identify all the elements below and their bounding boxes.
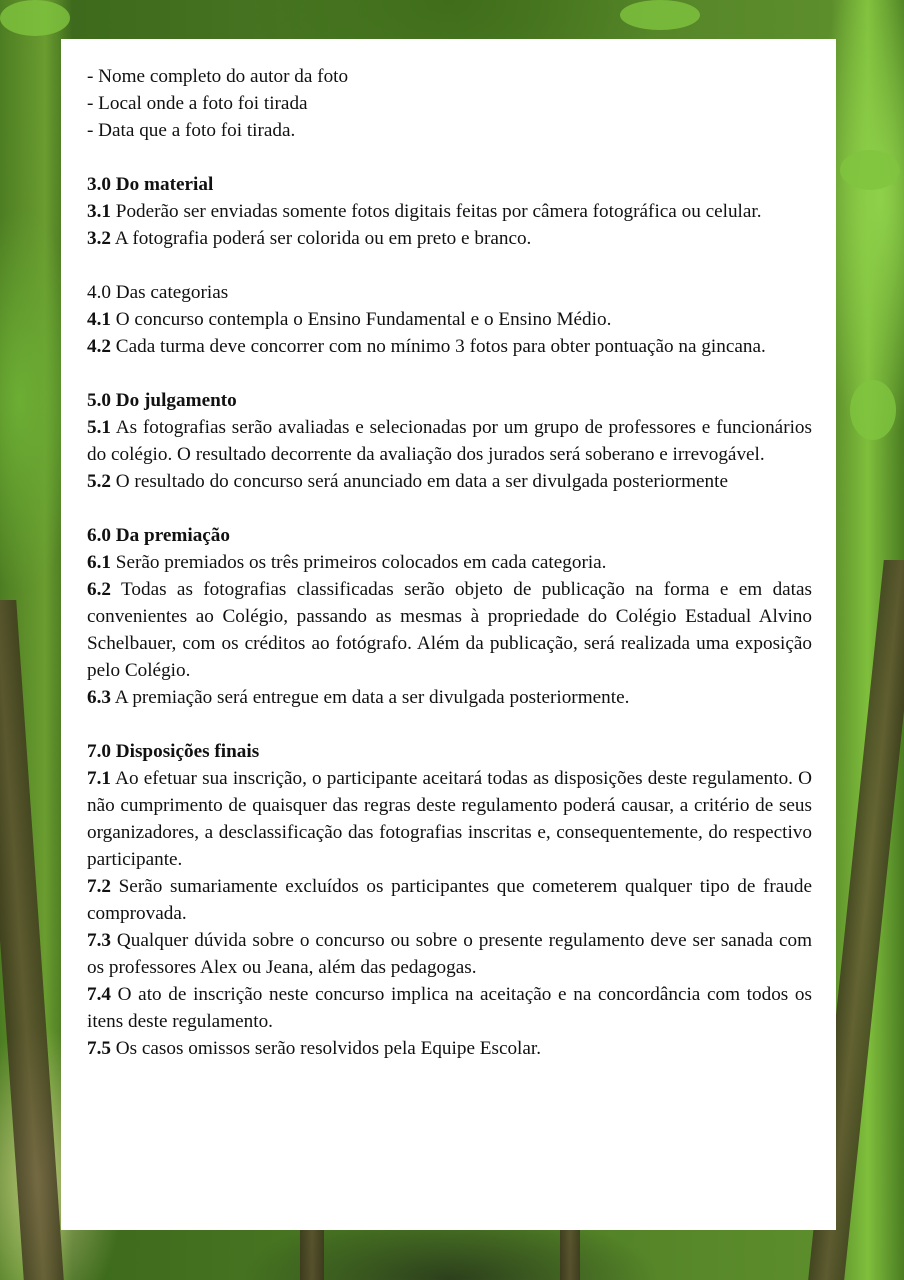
rule-item: [87, 333, 812, 360]
rules-section: [87, 522, 812, 711]
tree-trunk-bottom: [560, 1230, 580, 1280]
rule-item: [87, 468, 812, 495]
leaf-cluster: [620, 0, 700, 30]
rule-item: [87, 981, 812, 1035]
rule-number: 3.2: [87, 228, 111, 249]
section-spacer: [87, 711, 812, 738]
rule-number: 7.2: [87, 876, 111, 897]
rules-sections: [87, 144, 812, 1062]
rule-number: 7.3: [87, 930, 111, 951]
rule-text: Cada turma deve concorrer com no mínimo 3 fotos para obter pontuação na gincana.: [115, 336, 766, 357]
rule-number: 7.5: [87, 1038, 111, 1059]
rule-text: O concurso contempla o Ensino Fundamental e o Ensino Médio.: [115, 309, 612, 330]
rule-text: Ao efetuar sua inscrição, o participante aceitará todas as disposições deste regulamento. O não cumprimento de quaisquer das regras deste regulamento poderá causar, a critério de seus organizadores, a desclassificação das fotografias inscritas e, consequentemente, do respectivo participante.: [87, 768, 812, 870]
rule-number: 6.1: [87, 552, 111, 573]
rule-text: Serão premiados os três primeiros colocados em cada categoria.: [115, 552, 607, 573]
leaf-cluster: [840, 150, 900, 190]
author-info-list: [87, 63, 812, 144]
section-spacer: [87, 144, 812, 171]
rules-section: [87, 171, 812, 252]
rule-number: 6.2: [87, 579, 111, 600]
rules-document-page: [61, 39, 836, 1230]
section-title: 7.0 Disposições finais: [87, 741, 260, 762]
rule-text: Os casos omissos serão resolvidos pela Equipe Escolar.: [115, 1038, 542, 1059]
rules-section: [87, 387, 812, 495]
rule-item: [87, 414, 812, 468]
tree-trunk-left: [0, 600, 64, 1280]
rule-text: As fotografias serão avaliadas e selecionadas por um grupo de professores e funcionários do colégio. O resultado decorrente da avaliação dos jurados será soberano e irrevogável.: [87, 417, 812, 465]
rule-item: [87, 765, 812, 873]
rule-item: [87, 549, 812, 576]
section-spacer: [87, 495, 812, 522]
rule-text: Serão sumariamente excluídos os participantes que cometerem qualquer tipo de fraude comprovada.: [87, 876, 813, 924]
leaf-cluster: [0, 0, 70, 36]
list-item: - Data que a foto foi tirada.: [87, 120, 296, 141]
rule-number: 3.1: [87, 201, 111, 222]
rule-number: 5.1: [87, 417, 111, 438]
rule-item: [87, 225, 812, 252]
rule-text: Poderão ser enviadas somente fotos digitais feitas por câmera fotográfica ou celular.: [115, 201, 762, 222]
rule-item: [87, 684, 812, 711]
leaf-cluster: [850, 380, 896, 440]
rule-text: Todas as fotografias classificadas serão objeto de publicação na forma e em datas convenientes ao Colégio, passando as mesmas à propriedade do Colégio Estadual Alvino Schelbauer, com os créditos ao fotógrafo. Além da publicação, será realizada uma exposição pelo Colégio.: [87, 579, 812, 681]
rule-number: 4.1: [87, 309, 111, 330]
rule-text: A fotografia poderá ser colorida ou em preto e branco.: [114, 228, 532, 249]
rule-text: A premiação será entregue em data a ser divulgada posteriormente.: [114, 687, 630, 708]
rule-item: [87, 198, 812, 225]
rule-number: 6.3: [87, 687, 111, 708]
section-title: 3.0 Do material: [87, 174, 214, 195]
section-title: 5.0 Do julgamento: [87, 390, 237, 411]
rule-item: [87, 576, 812, 684]
rule-item: [87, 306, 812, 333]
rule-item: [87, 873, 812, 927]
section-title: 6.0 Da premiação: [87, 525, 230, 546]
rule-text: Qualquer dúvida sobre o concurso ou sobre o presente regulamento deve ser sanada com os professores Alex ou Jeana, além das pedagogas.: [87, 930, 813, 978]
rule-text: O ato de inscrição neste concurso implica na aceitação e na concordância com todos os itens deste regulamento.: [87, 984, 812, 1032]
rule-number: 5.2: [87, 471, 111, 492]
rules-section: [87, 279, 812, 360]
list-item: - Local onde a foto foi tirada: [87, 93, 308, 114]
rule-item: [87, 927, 812, 981]
tree-trunk-bottom: [300, 1230, 324, 1280]
list-item: - Nome completo do autor da foto: [87, 66, 349, 87]
rules-section: [87, 738, 812, 1062]
rule-number: 7.1: [87, 768, 111, 789]
rule-item: [87, 1035, 812, 1062]
section-spacer: [87, 360, 812, 387]
section-spacer: [87, 252, 812, 279]
rule-text: O resultado do concurso será anunciado em data a ser divulgada posteriormente: [115, 471, 728, 492]
rule-number: 7.4: [87, 984, 111, 1005]
section-title: 4.0 Das categorias: [87, 282, 229, 303]
rule-number: 4.2: [87, 336, 111, 357]
